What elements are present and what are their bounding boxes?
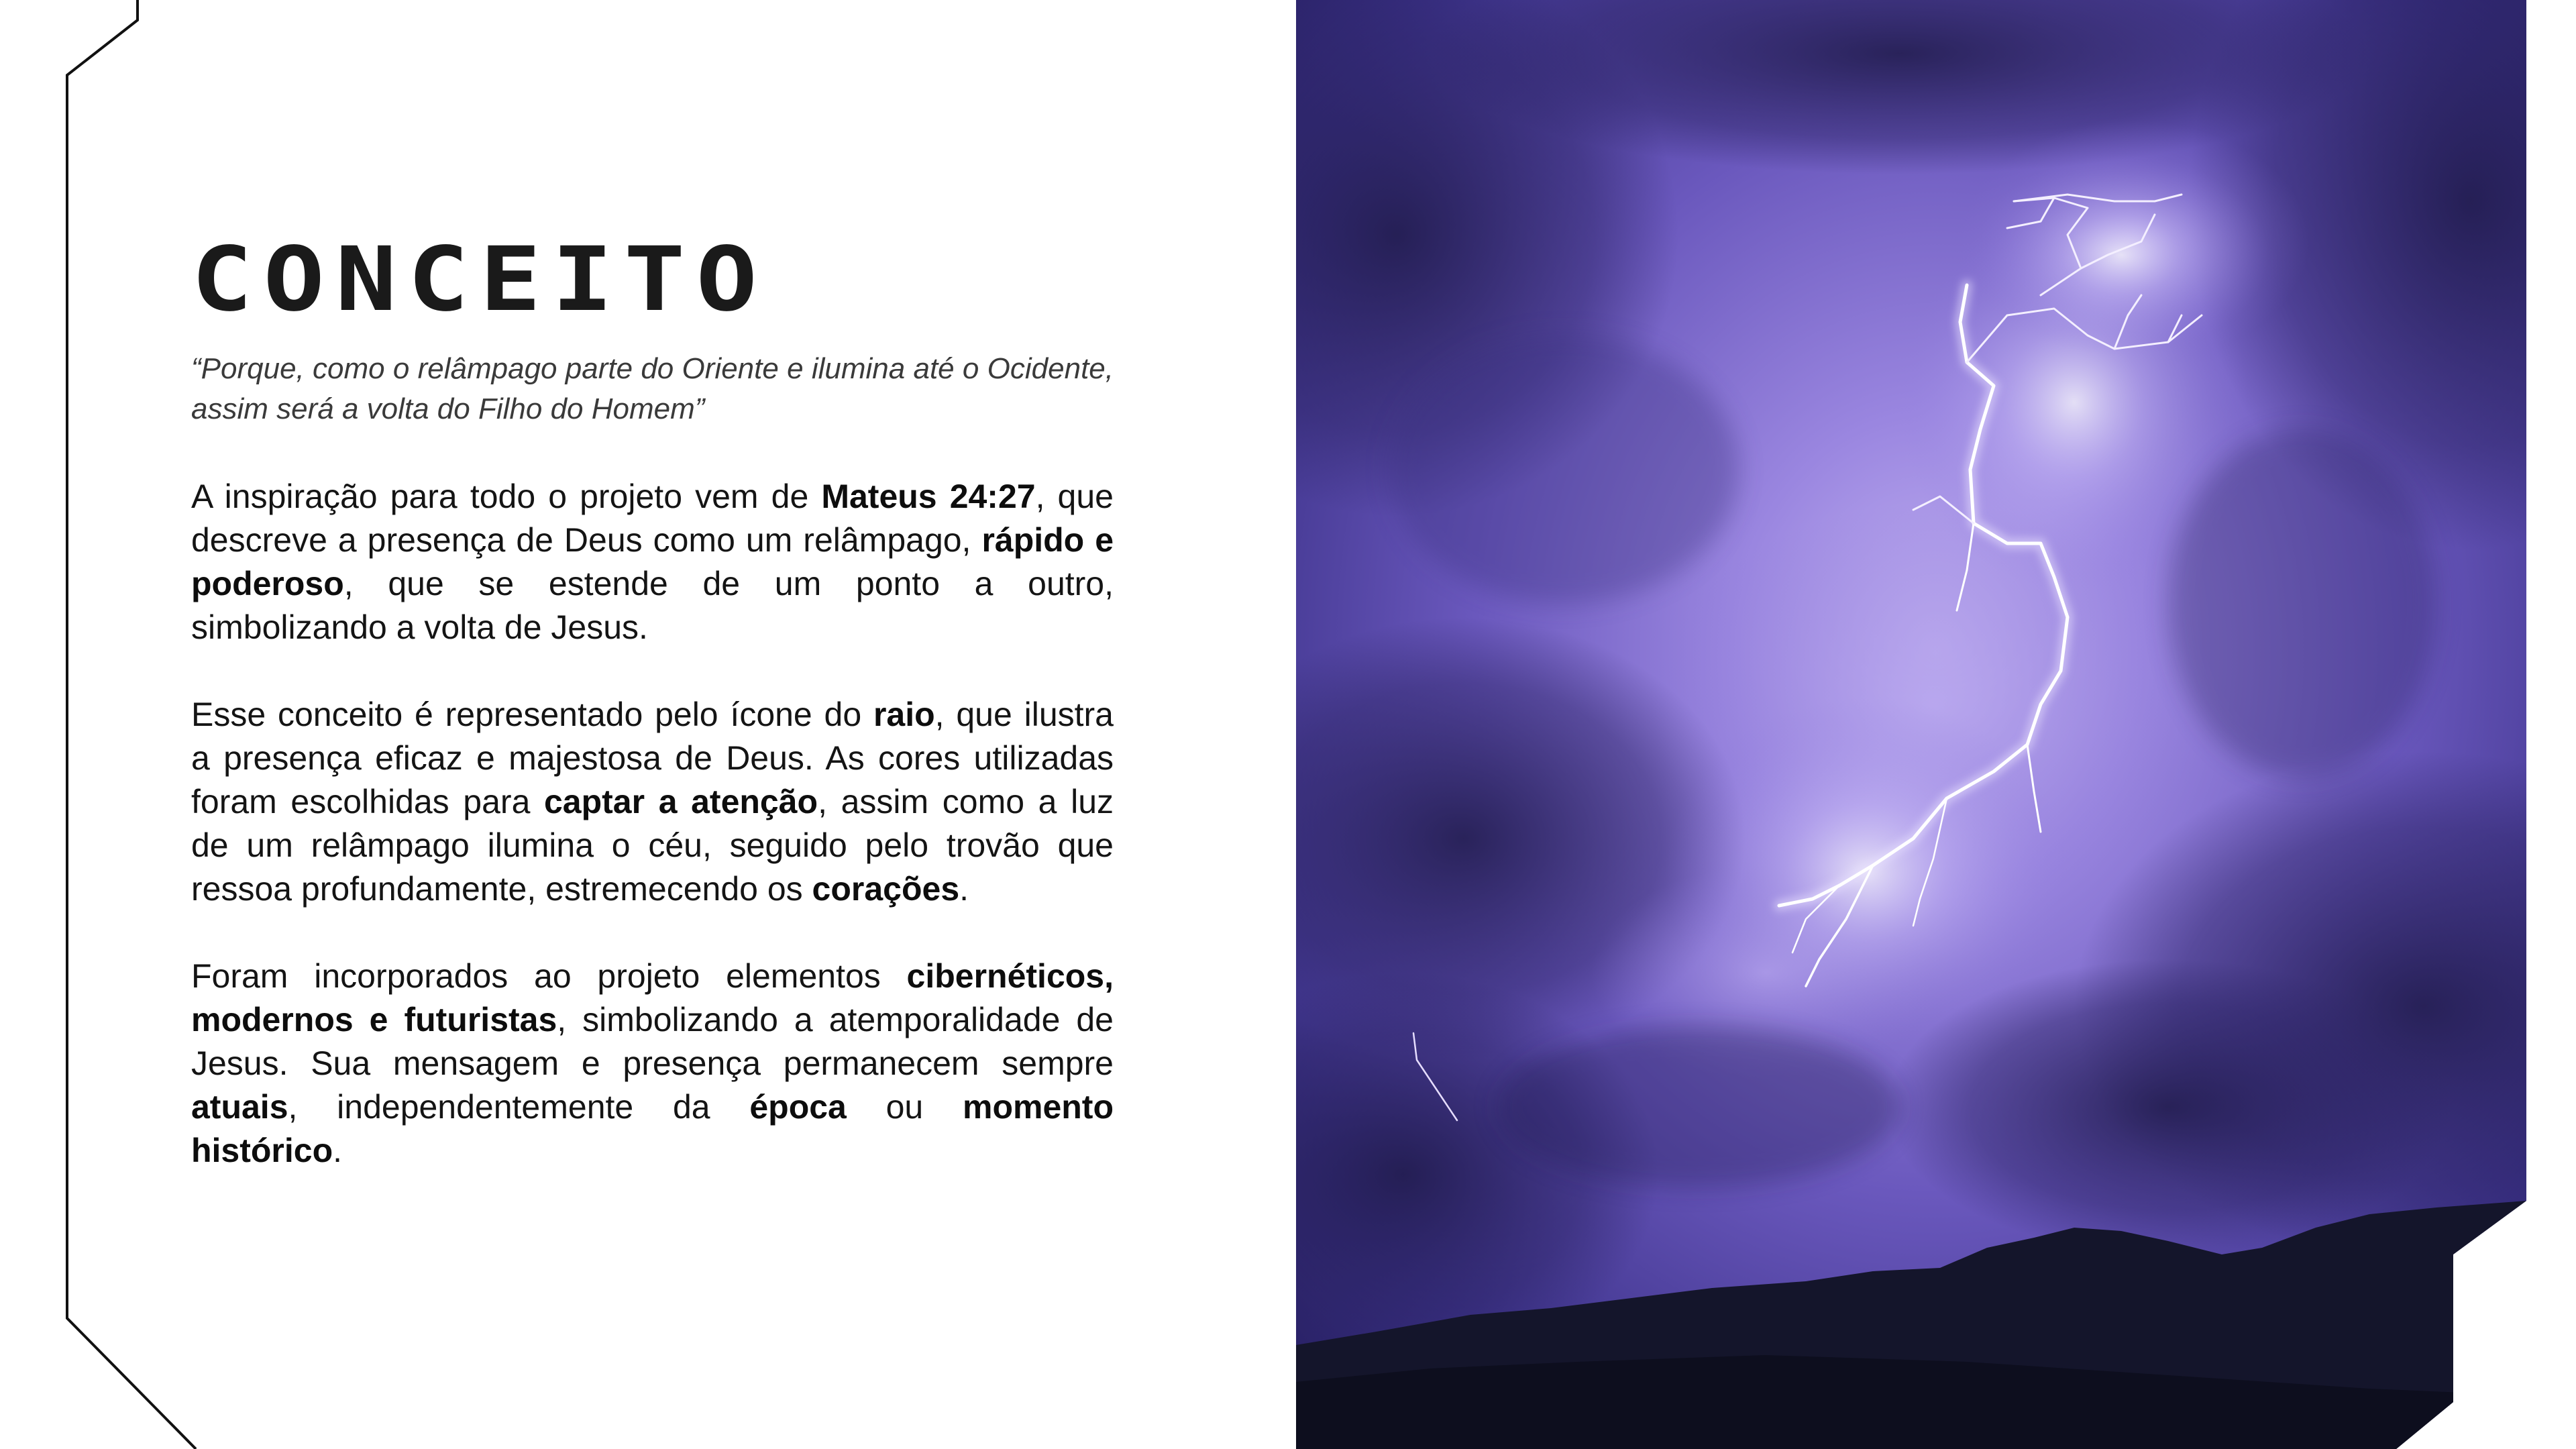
paragraph-inspiration-text-2: , que descreve a presença de Deus como um relâmpago, bbox=[191, 478, 1114, 559]
paragraph-cyber-elements-bold-1: cibernéticos, modernos e futuristas bbox=[191, 957, 1114, 1038]
paragraph-inspiration-text-3: , que se estende de um ponto a outro, simbolizando a volta de Jesus. bbox=[191, 565, 1114, 646]
paragraph-icon-colors-bold-3: corações bbox=[812, 870, 960, 908]
paragraph-cyber-elements bbox=[191, 955, 1114, 1173]
paragraph-inspiration-bold-1: Mateus 24:27 bbox=[821, 478, 1036, 515]
paragraph-cyber-elements-text-2: , simbolizando a atemporalidade de Jesus. Sua mensagem e presença permanecem sempre bbox=[191, 1001, 1114, 1082]
page-title: CONCEITO bbox=[191, 235, 768, 322]
paragraph-icon-colors-text-3: , assim como a luz de um relâmpago ilumina o céu, seguido pelo trovão que ressoa profundamente, estremecendo os bbox=[191, 783, 1114, 908]
page-title-block bbox=[191, 235, 1114, 322]
lightning-storm-photo bbox=[1296, 0, 2526, 1449]
concept-text-column bbox=[191, 235, 1114, 1216]
bible-quote: “Porque, como o relâmpago parte do Oriente e ilumina até o Ocidente, assim será a volta do Filho do Homem” bbox=[191, 352, 1114, 425]
paragraph-inspiration-bold-2: rápido e poderoso bbox=[191, 521, 1114, 602]
paragraph-cyber-elements-bold-3: época bbox=[749, 1088, 847, 1126]
paragraph-inspiration-text-1: A inspiração para todo o projeto vem de bbox=[191, 478, 822, 515]
paragraph-icon-colors bbox=[191, 693, 1114, 911]
paragraph-icon-colors-text-1: Esse conceito é representado pelo ícone do bbox=[191, 696, 873, 733]
paragraph-cyber-elements-text-5: . bbox=[333, 1132, 343, 1169]
paragraph-inspiration bbox=[191, 475, 1114, 649]
paragraph-cyber-elements-text-1: Foram incorporados ao projeto elementos bbox=[191, 957, 907, 995]
paragraph-cyber-elements-bold-2: atuais bbox=[191, 1088, 288, 1126]
paragraph-cyber-elements-text-4: ou bbox=[846, 1088, 963, 1126]
paragraph-cyber-elements-bold-4: momento histórico bbox=[191, 1088, 1114, 1169]
paragraph-cyber-elements-text-3: , independentemente da bbox=[288, 1088, 750, 1126]
page-title-graphic bbox=[191, 235, 782, 322]
paragraph-icon-colors-text-2: , que ilustra a presença eficaz e majestosa de Deus. As cores utilizadas foram escolhidas para bbox=[191, 696, 1114, 820]
paragraph-icon-colors-bold-2: captar a atenção bbox=[544, 783, 818, 820]
paragraph-icon-colors-bold-1: raio bbox=[873, 696, 935, 733]
paragraph-icon-colors-text-4: . bbox=[959, 870, 969, 908]
